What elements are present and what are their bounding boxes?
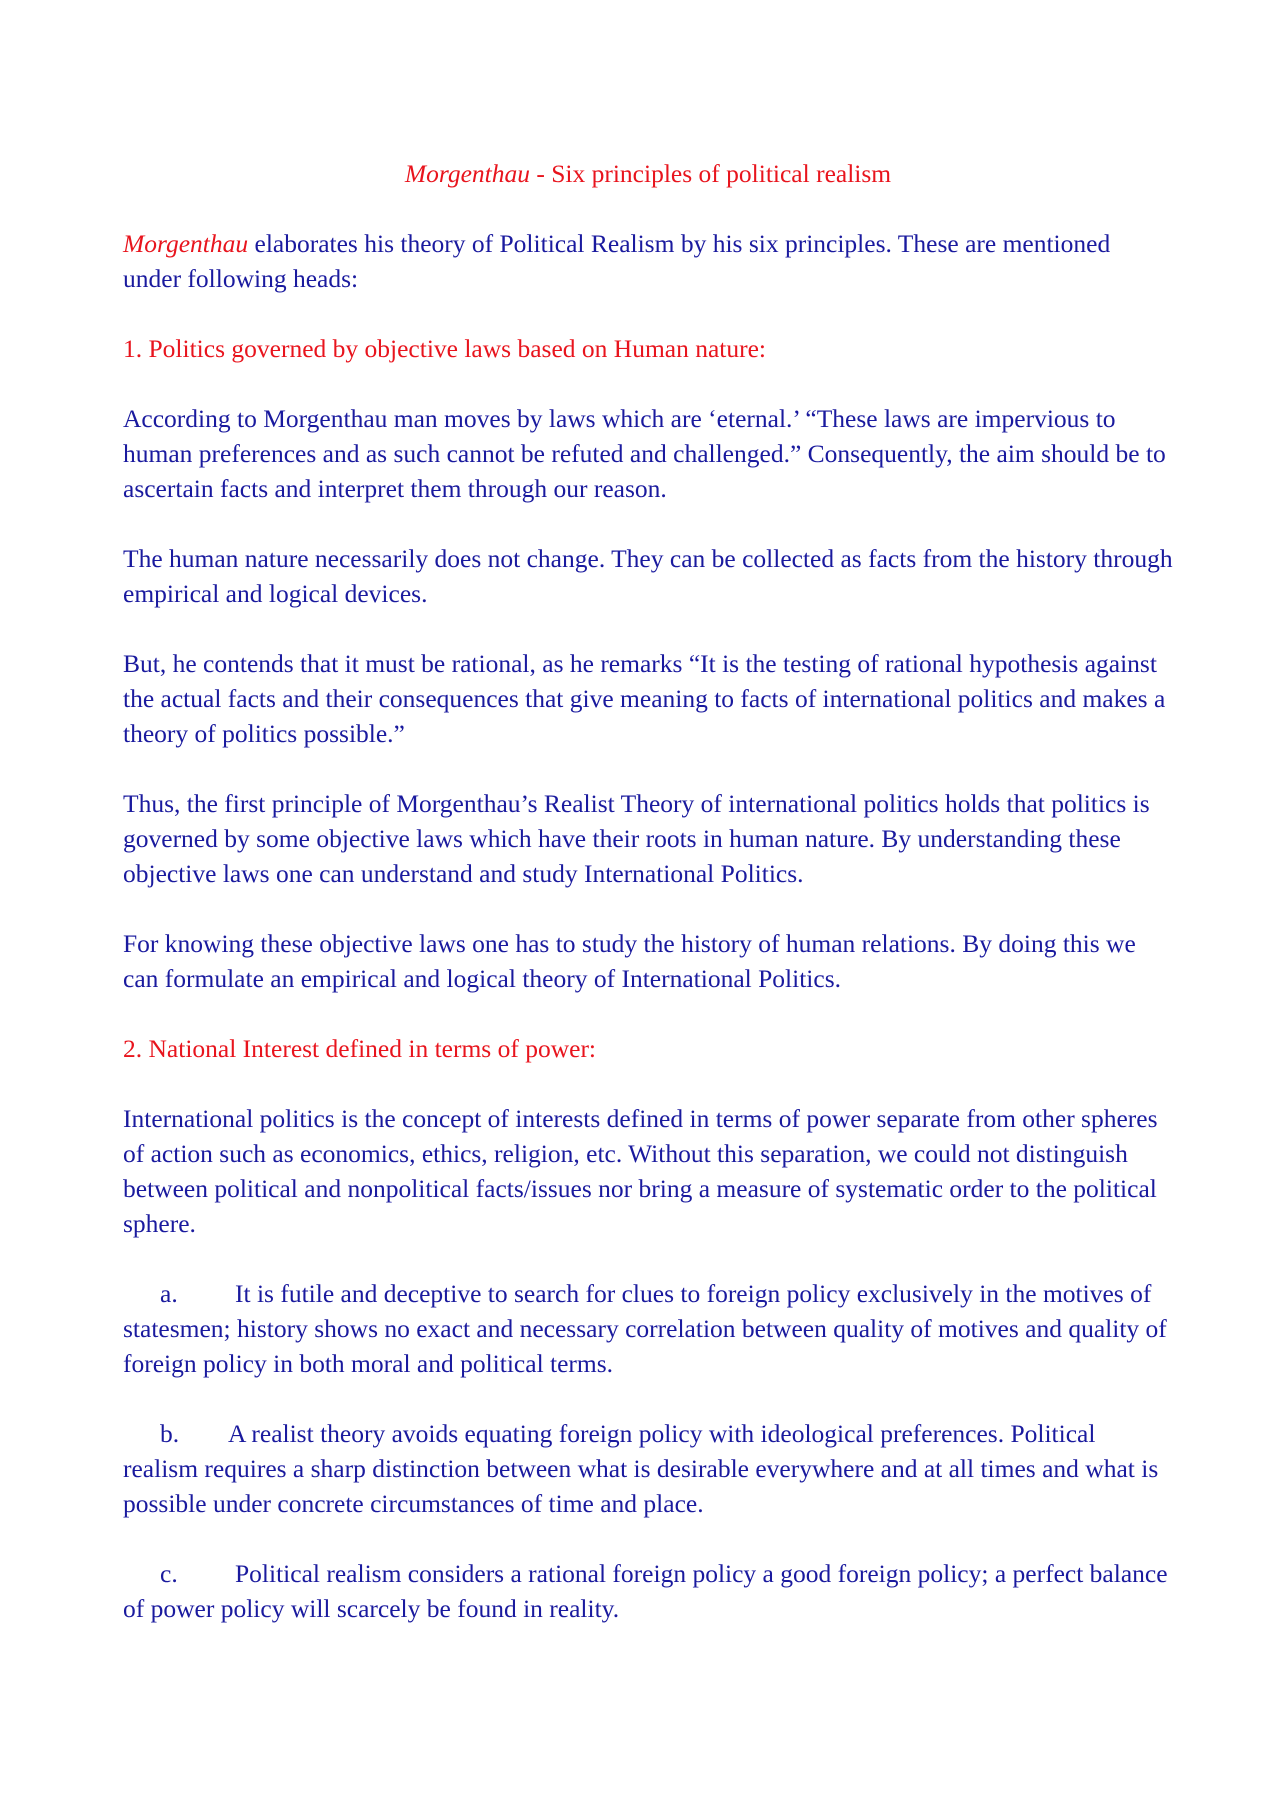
intro-text: elaborates his theory of Political Realism by his six principles. These are mentioned under following heads: <box>123 229 1111 293</box>
intro-paragraph <box>123 226 1173 296</box>
section-1-heading: 1. Politics governed by objective laws based on Human nature: <box>123 334 767 363</box>
section-1-paragraph-5: For knowing these objective laws one has to study the history of human relations. By doing this we can formulate an empirical and logical theory of International Politics. <box>123 929 1136 993</box>
list-item-a <box>123 1276 1173 1381</box>
list-text-a: It is futile and deceptive to search for clues to foreign policy exclusively in the motives of statesmen; history shows no exact and necessary correlation between quality of motives and quality of foreign policy in both moral and political terms. <box>123 1279 1167 1378</box>
title-text: - Six principles of political realism <box>529 159 892 188</box>
section-2-paragraph: International politics is the concept of interests defined in terms of power separate from other spheres of action such as economics, ethics, religion, etc. Without this separation, we could not distinguish between political and nonpolitical facts/issues nor bring a measure of systematic order to the political sphere. <box>123 1104 1158 1238</box>
section-1-paragraph-1: According to Morgenthau man moves by laws which are ‘eternal.’ “These laws are impervious to human preferences and as such cannot be refuted and challenged.” Consequently, the aim should be to ascertain facts and interpret them through our reason. <box>123 404 1166 503</box>
section-1-paragraph-3: But, he contends that it must be rational, as he remarks “It is the testing of rational hypothesis against the actual facts and their consequences that give meaning to facts of international politics and makes a theory of politics possible.” <box>123 649 1166 748</box>
list-item-b <box>123 1416 1173 1521</box>
section-1-paragraph-2: The human nature necessarily does not change. They can be collected as facts from the history through empirical and logical devices. <box>123 544 1173 608</box>
list-text-b: A realist theory avoids equating foreign policy with ideological preferences. Political realism requires a sharp distinction between what is desirable everywhere and at all times and what is possible under concrete circumstances of time and place. <box>123 1419 1159 1518</box>
list-marker-c: c. <box>160 1559 178 1588</box>
title-author: Morgenthau <box>404 159 530 188</box>
list-item-c <box>123 1556 1173 1626</box>
section-2-heading: 2. National Interest defined in terms of power: <box>123 1034 597 1063</box>
list-text-c: Political realism considers a rational foreign policy a good foreign policy; a perfect balance of power policy will scarcely be found in reality. <box>123 1559 1168 1623</box>
document-page <box>123 156 1173 1661</box>
list-marker-b: b. <box>160 1419 180 1448</box>
list-marker-a: a. <box>160 1279 178 1308</box>
intro-author: Morgenthau <box>123 229 249 258</box>
section-1-paragraph-4: Thus, the first principle of Morgenthau’s Realist Theory of international politics holds that politics is governed by some objective laws which have their roots in human nature. By understanding these objective laws one can understand and study International Politics. <box>123 789 1150 888</box>
document-title <box>123 156 1173 191</box>
